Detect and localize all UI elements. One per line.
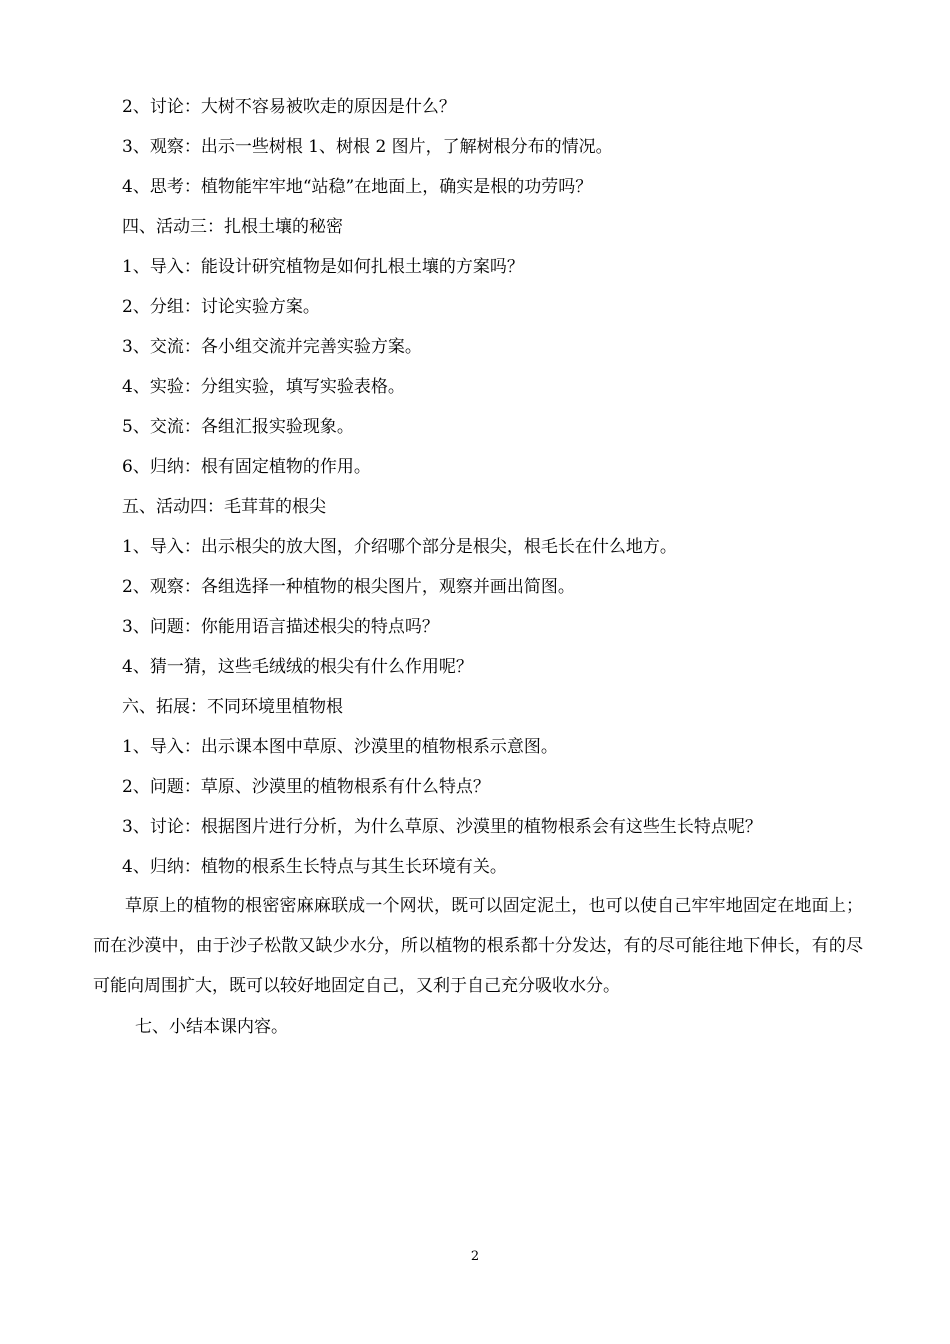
extension-item-3: 3、讨论：根据图片进行分析，为什么草原、沙漠里的植物根系会有这些生长特点呢？ [122,817,762,837]
section-heading-activity-3: 四、活动三：扎根土壤的秘密 [122,217,343,237]
activity-4-item-2: 2、观察：各组选择一种植物的根尖图片，观察并画出简图。 [122,577,575,597]
activity-3-item-6: 6、归纳：根有固定植物的作用。 [122,457,371,477]
activity-3-item-5: 5、交流：各组汇报实验现象。 [122,417,354,437]
extension-item-1: 1、导入：出示课本图中草原、沙漠里的植物根系示意图。 [122,737,558,757]
activity-4-item-4: 4、猜一猜，这些毛绒绒的根尖有什么作用呢？ [122,657,473,677]
discussion-line: 2、讨论：大树不容易被吹走的原因是什么？ [122,97,456,117]
activity-4-item-3: 3、问题：你能用语言描述根尖的特点吗？ [122,617,439,637]
activity-3-item-4: 4、实验：分组实验，填写实验表格。 [122,377,405,397]
extension-item-2: 2、问题：草原、沙漠里的植物根系有什么特点？ [122,777,490,797]
activity-3-item-1: 1、导入：能设计研究植物是如何扎根土壤的方案吗？ [122,257,524,277]
activity-3-item-3: 3、交流：各小组交流并完善实验方案。 [122,337,422,357]
section-heading-activity-4: 五、活动四：毛茸茸的根尖 [122,497,326,517]
thinking-line: 4、思考：植物能牢牢地“站稳”在地面上，确实是根的功劳吗？ [122,177,593,197]
activity-4-item-1: 1、导入：出示根尖的放大图，介绍哪个部分是根尖，根毛长在什么地方。 [122,537,677,557]
summary-line: 七、小结本课内容。 [135,1017,288,1037]
explanation-paragraph: 草原上的植物的根密密麻麻联成一个网状，既可以固定泥土，也可以使自己牢牢地固定在地面上；而在沙漠中，由于沙子松散又缺少水分，所以植物的根系都十分发达，有的尽可能往地下伸长，有的尽可能向周围扩大，既可以较好地固定自己，又利于自己充分吸收水分。 [93,896,863,996]
page-number: 2 [470,1249,480,1264]
observation-line: 3、观察：出示一些树根 1、树根 2 图片，了解树根分布的情况。 [122,137,613,157]
section-heading-extension: 六、拓展：不同环境里植物根 [122,697,343,717]
extension-item-4: 4、归纳：植物的根系生长特点与其生长环境有关。 [122,857,507,877]
activity-3-item-2: 2、分组：讨论实验方案。 [122,297,320,317]
